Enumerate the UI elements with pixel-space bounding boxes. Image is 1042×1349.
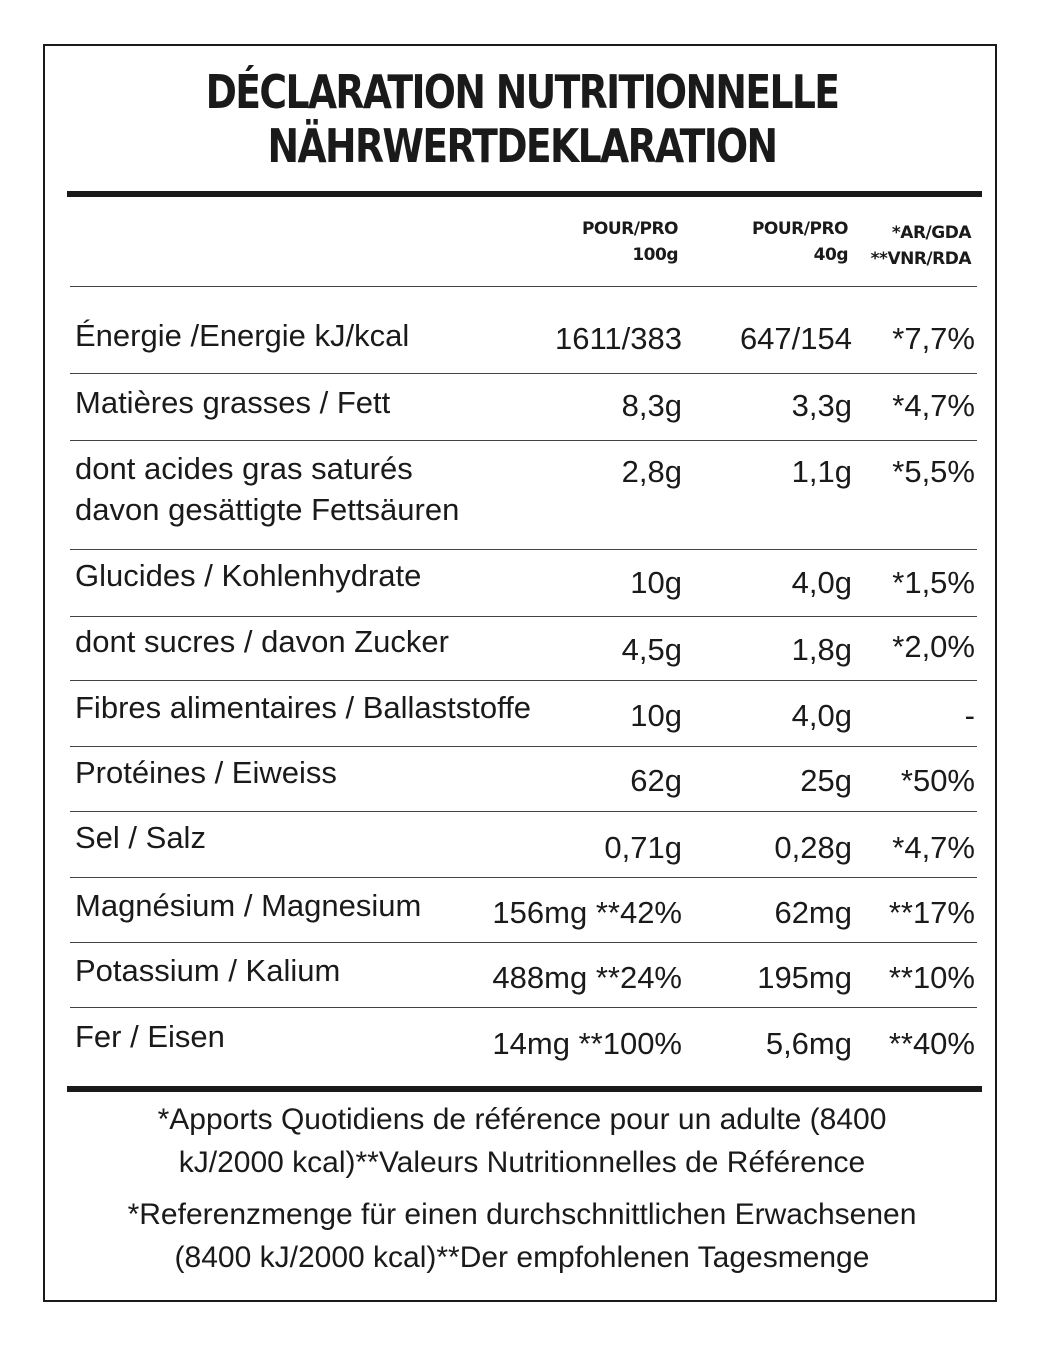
row-reference: *2,0%: [892, 629, 975, 664]
row-divider: [70, 680, 977, 681]
row-divider: [70, 877, 977, 878]
bottom-thick-rule: [67, 1086, 982, 1092]
row-name: Protéines / Eiweiss: [75, 755, 337, 790]
header-reference-gda: *AR/GDA: [891, 223, 971, 243]
row-name-secondary: davon gesättigte Fettsäuren: [75, 492, 460, 527]
row-value-100g: 1611/383: [555, 321, 682, 356]
row-divider: [70, 616, 977, 617]
row-divider: [70, 373, 977, 374]
row-name: Fer / Eisen: [75, 1019, 225, 1054]
header-per-100g: [582, 216, 678, 268]
row-value-40g: 4,0g: [791, 565, 852, 600]
row-name: Sel / Salz: [75, 820, 206, 855]
row-reference: *1,5%: [892, 565, 975, 600]
footnote-de-line2: (8400 kJ/2000 kcal)**Der empfohlenen Tagesmenge: [174, 1241, 870, 1274]
header-reference: [871, 220, 971, 272]
row-reference: **40%: [888, 1026, 975, 1061]
row-value-40g: 1,1g: [791, 454, 852, 489]
row-value-100g: 2,8g: [621, 454, 682, 489]
row-divider: [70, 549, 977, 550]
row-reference: **10%: [888, 960, 975, 995]
row-value-40g: 4,0g: [791, 698, 852, 733]
title-de: NÄHRWERTDEKLARATION: [267, 119, 777, 173]
header-reference-rda: **VNR/RDA: [870, 249, 971, 269]
row-divider: [70, 746, 977, 747]
row-reference: *50%: [900, 763, 975, 798]
row-value-40g: 1,8g: [791, 632, 852, 667]
header-per-40g-label: POUR/PRO: [751, 219, 848, 239]
row-name: Glucides / Kohlenhydrate: [75, 558, 422, 593]
row-name: Fibres alimentaires / Ballaststoffe: [75, 690, 532, 725]
row-name: dont acides gras saturés: [75, 451, 413, 486]
header-divider: [70, 286, 977, 287]
row-reference: -: [964, 698, 975, 733]
row-reference: *7,7%: [892, 321, 975, 356]
title-fr: DÉCLARATION NUTRITIONNELLE: [205, 65, 839, 119]
row-value-40g: 647/154: [739, 321, 852, 356]
row-divider: [70, 811, 977, 812]
row-name: dont sucres / davon Zucker: [75, 624, 449, 659]
row-value-40g: 3,3g: [791, 388, 852, 423]
header-per-100g-unit: 100g: [632, 245, 678, 265]
header-per-40g: [752, 216, 848, 268]
row-name: Magnésium / Magnesium: [75, 888, 422, 923]
row-value-40g: 62mg: [774, 895, 852, 930]
row-value-100g: 10g: [630, 565, 682, 600]
row-divider: [70, 1007, 977, 1008]
row-value-100g: 10g: [630, 698, 682, 733]
row-reference: *4,7%: [892, 830, 975, 865]
row-value-100g: 4,5g: [621, 632, 682, 667]
row-divider: [70, 440, 977, 441]
row-name: Matières grasses / Fett: [75, 385, 391, 420]
footnote-fr-line2: kJ/2000 kcal)**Valeurs Nutritionnelles de Référence: [178, 1146, 866, 1179]
header-per-40g-unit: 40g: [813, 245, 848, 265]
row-reference: *5,5%: [892, 454, 975, 489]
row-value-40g: 195mg: [757, 960, 852, 995]
row-value-40g: 25g: [800, 763, 852, 798]
row-value-40g: 0,28g: [774, 830, 852, 865]
header-per-100g-label: POUR/PRO: [581, 219, 678, 239]
footnote-de-line1: *Referenzmenge für einen durchschnittlichen Erwachsenen: [127, 1198, 917, 1231]
row-value-100g: 8,3g: [621, 388, 682, 423]
row-value-100g: 488mg **24%: [492, 960, 682, 995]
row-divider: [70, 942, 977, 943]
row-name: Potassium / Kalium: [75, 953, 341, 988]
row-name: Énergie /Energie kJ/kcal: [75, 318, 410, 353]
row-value-100g: 156mg **42%: [492, 895, 682, 930]
row-value-100g: 14mg **100%: [492, 1026, 682, 1061]
row-value-40g: 5,6mg: [765, 1026, 852, 1061]
row-value-100g: 0,71g: [604, 830, 682, 865]
footnote-fr-line1: *Apports Quotidiens de référence pour un adulte (8400: [157, 1103, 887, 1136]
row-reference: **17%: [888, 895, 975, 930]
row-reference: *4,7%: [892, 388, 975, 423]
row-value-100g: 62g: [630, 763, 682, 798]
top-thick-rule: [67, 191, 982, 197]
nutrition-label: [43, 44, 997, 1302]
